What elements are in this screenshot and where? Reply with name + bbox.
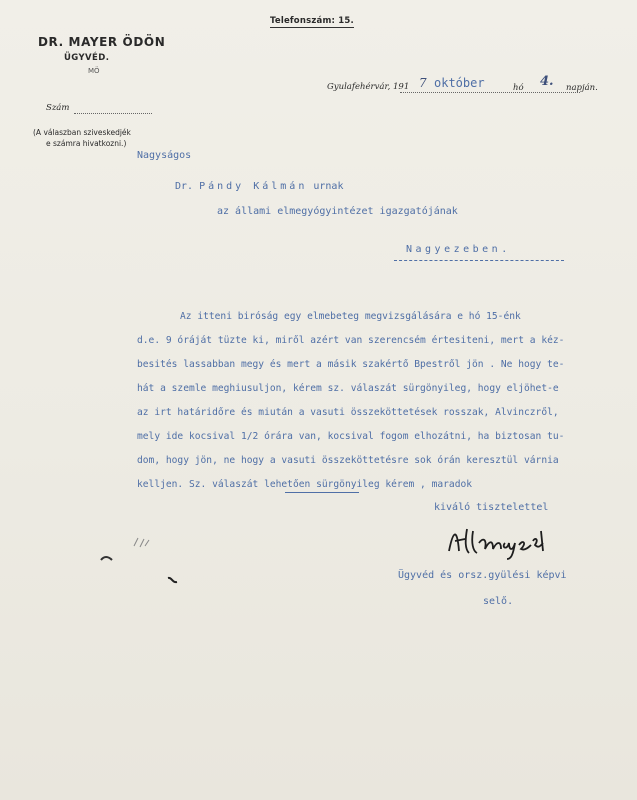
dateline-napjan: napján.	[566, 83, 598, 93]
closing-regards: kiváló tisztelettel	[434, 502, 549, 513]
letterhead-name: DR. MAYER ÖDÖN	[38, 35, 166, 49]
recipient-role: az állami elmegyógyintézet igazgatójának	[217, 206, 458, 217]
signature-scribble	[443, 521, 553, 561]
body-line-part: kelljen. Sz. válaszát lehetően	[137, 479, 317, 490]
ink-mark	[166, 570, 180, 589]
body-line: besités lassabban megy és mert a másik szakértő Bpestről jön . Ne hogy te-	[137, 359, 565, 370]
ink-mark	[100, 548, 114, 567]
recipient-suffix: urnak	[307, 181, 344, 192]
letterhead-title: ÜGYVÉD.	[64, 53, 110, 63]
reference-note-line1: (A válaszban sziveskedjék	[33, 128, 131, 137]
dateline-day: 4.	[540, 74, 554, 89]
dateline-rule	[400, 92, 580, 93]
dateline-year-digit: 7	[419, 76, 427, 90]
phone-number: Telefonszám: 15.	[270, 16, 354, 26]
destination: Nagyezeben.	[406, 244, 511, 255]
ink-mark	[132, 535, 152, 554]
signature	[443, 521, 553, 565]
reference-number-rule	[74, 113, 152, 114]
body-underlined-word: sürgönyileg	[316, 479, 380, 490]
reference-note-line2: e számra hivatkozni.)	[46, 139, 127, 148]
signer-title-line2: selő.	[483, 596, 514, 607]
dateline-month: október	[434, 76, 485, 90]
letterhead-monogram: MÖ	[88, 67, 100, 75]
body-line: hát a szemle meghiusuljon, kérem sz. válaszát sürgönyileg, hogy eljöhet-e	[137, 383, 559, 394]
recipient-name: Pándy Kálmán	[199, 181, 308, 192]
body-line-part: kérem , maradok	[379, 479, 473, 490]
recipient-prefix: Dr.	[175, 181, 200, 192]
body-line: Az itteni biróság egy elmebeteg megvizsgálására e hó 15-énk	[180, 311, 521, 322]
body-line: d.e. 9 óráját tüzte ki, miről azért van szerencsém értesiteni, mert a kéz-	[137, 335, 565, 346]
signer-title-line1: Ügyvéd és orsz.gyülési képvi	[398, 570, 567, 581]
body-line: dom, hogy jön, ne hogy a vasuti összeköttetésre sok órán keresztül várnia	[137, 455, 559, 466]
dateline-place: Gyulafehérvár, 191	[327, 82, 410, 92]
dateline-ho: hó	[513, 83, 524, 93]
body-line	[137, 479, 472, 490]
body-line: az irt határidőre és miután a vasuti összeköttetések rosszak, Alvinczről,	[137, 407, 559, 418]
destination-underline	[394, 260, 564, 261]
underline-mark	[285, 492, 359, 493]
salutation: Nagyságos	[137, 150, 192, 161]
recipient-line	[175, 181, 343, 192]
reference-number-label: Szám	[46, 103, 70, 113]
body-line: mely ide kocsival 1/2 órára van, kocsival fogom elhozátni, ha biztosan tu-	[137, 431, 565, 442]
